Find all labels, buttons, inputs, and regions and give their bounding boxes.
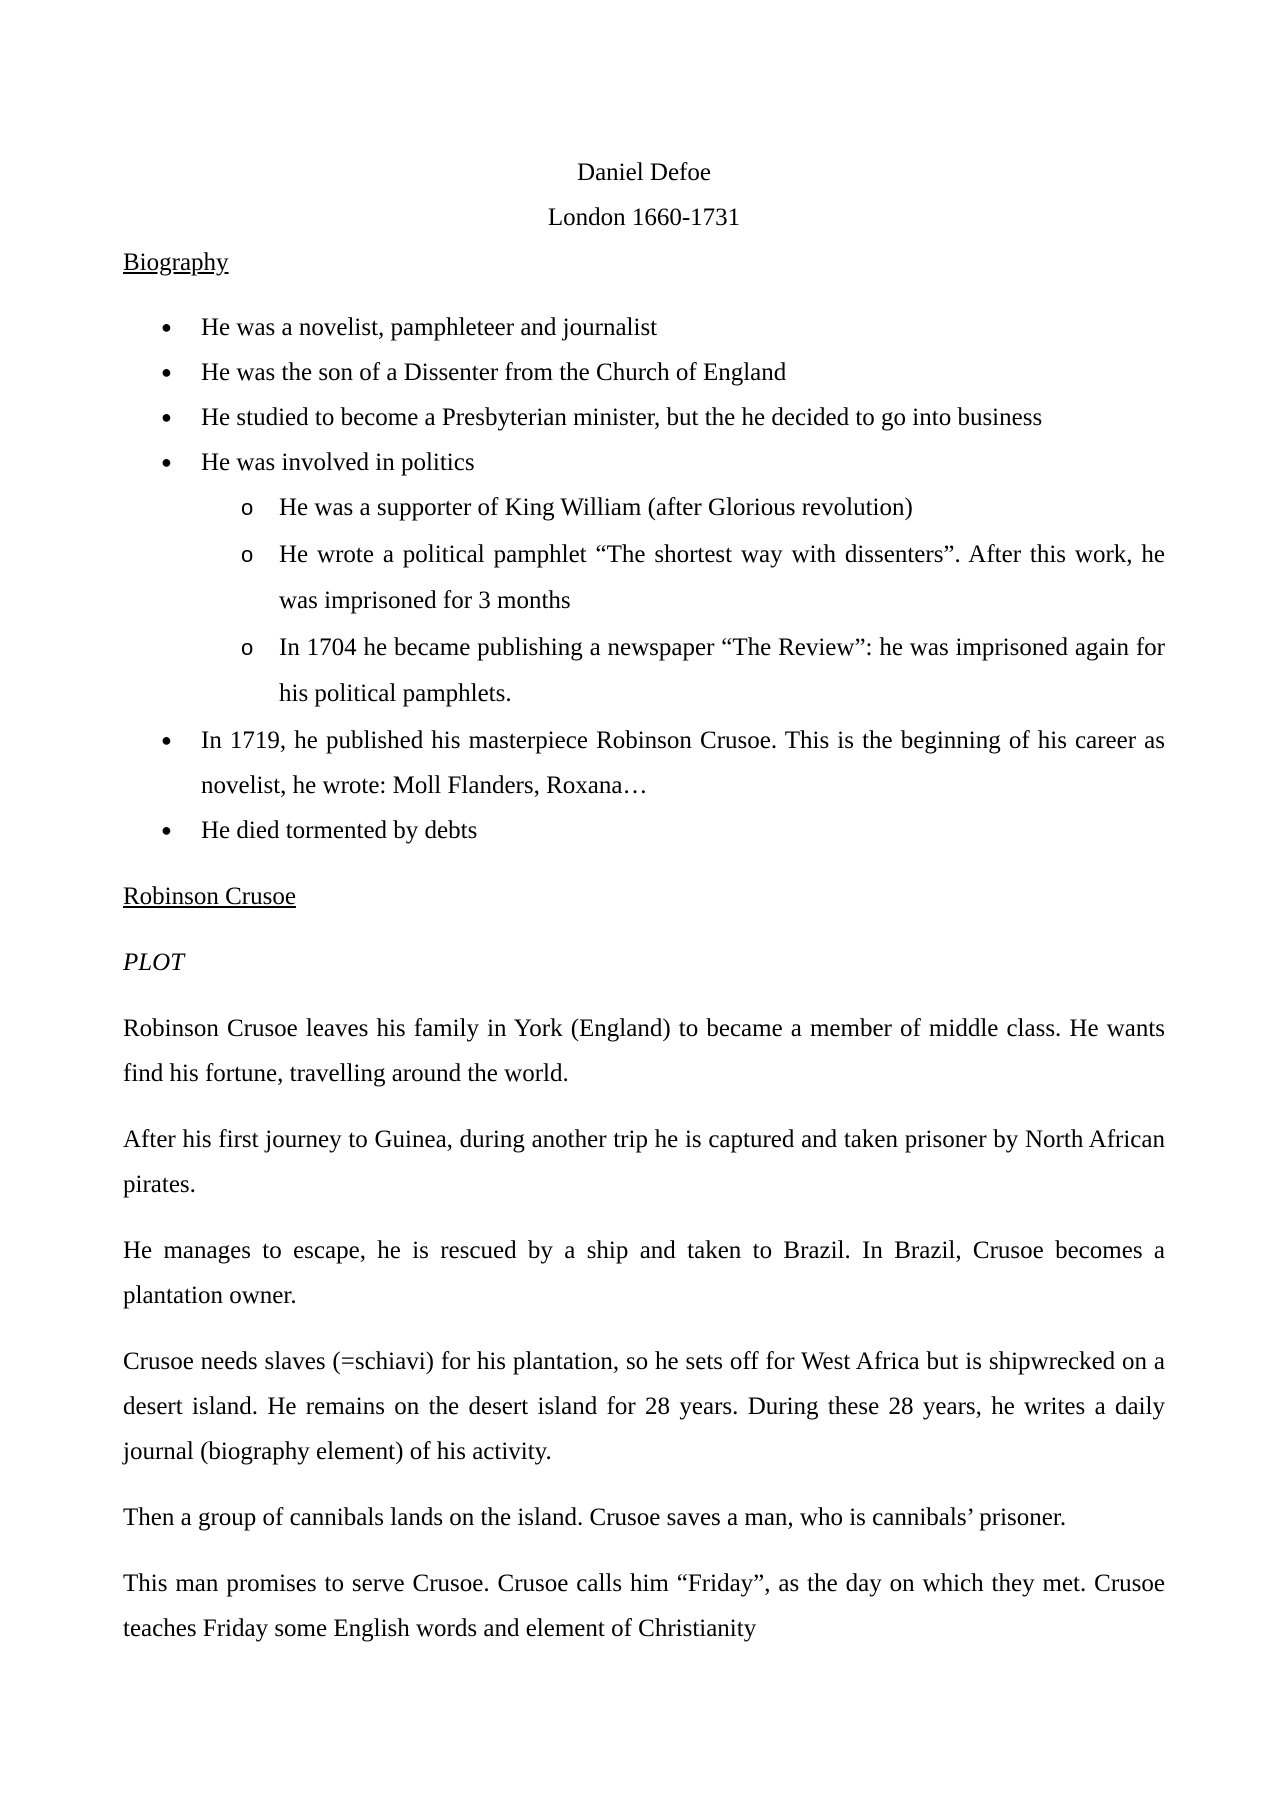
list-item bbox=[123, 395, 1165, 440]
circle-bullet-icon: o bbox=[241, 634, 254, 660]
bullet-icon: ● bbox=[161, 819, 172, 840]
list-item-text: He died tormented by debts bbox=[201, 816, 478, 844]
list-item bbox=[123, 350, 1165, 395]
plot-paragraph: Crusoe needs slaves (=schiavi) for his plantation, so he sets off for West Africa but is shipwrecked on a desert island. He remains on the desert island for 28 years. During these 28 years, he writes a daily journal (biography element) of his activity. bbox=[123, 1347, 1165, 1465]
document-subtitle: London 1660-1731 bbox=[547, 204, 741, 231]
list-item-text: In 1719, he published his masterpiece Robinson Crusoe. This is the beginning of his career as novelist, he wrote: Moll Flanders, Roxana… bbox=[201, 726, 1165, 799]
politics-sublist bbox=[201, 485, 1165, 718]
bullet-icon: ● bbox=[161, 407, 172, 427]
biography-heading: Biography bbox=[123, 249, 229, 276]
sub-list-item bbox=[123, 532, 1165, 625]
sub-list-item bbox=[123, 485, 1165, 532]
circle-bullet-icon: o bbox=[241, 495, 254, 520]
plot-label: PLOT bbox=[123, 948, 185, 976]
bullet-icon: ● bbox=[161, 317, 172, 337]
sub-list-item-text: He wrote a political pamphlet “The shortest way with dissenters”. After this work, he was imprisoned for 3 months bbox=[279, 540, 1165, 614]
document-page bbox=[123, 150, 1165, 1651]
list-item-text: He studied to become a Presbyterian minister, but the he decided to go into business bbox=[201, 404, 1043, 431]
list-item bbox=[123, 718, 1165, 808]
list-item bbox=[123, 440, 1165, 718]
list-item bbox=[123, 808, 1165, 853]
bullet-icon: ● bbox=[161, 729, 172, 750]
plot-paragraph: Robinson Crusoe leaves his family in York (England) to became a member of middle class. He wants find his fortune, travelling around the world. bbox=[123, 1014, 1165, 1087]
sub-list-item-text: He was a supporter of King William (after Glorious revolution) bbox=[279, 494, 913, 521]
list-item-text: He was involved in politics bbox=[201, 449, 475, 476]
sub-list-item bbox=[123, 625, 1165, 718]
plot-paragraph: This man promises to serve Crusoe. Crusoe calls him “Friday”, as the day on which they met. Crusoe teaches Friday some English words and element of Christianity bbox=[123, 1569, 1165, 1642]
plot-paragraph: Then a group of cannibals lands on the island. Crusoe saves a man, who is cannibals’ prisoner. bbox=[123, 1503, 1067, 1531]
document-title: Daniel Defoe bbox=[577, 159, 711, 186]
list-item-text: He was a novelist, pamphleteer and journalist bbox=[201, 314, 658, 341]
circle-bullet-icon: o bbox=[241, 541, 254, 567]
bullet-icon: ● bbox=[161, 362, 172, 382]
list-item-text: He was the son of a Dissenter from the Church of England bbox=[201, 359, 787, 386]
bullet-icon: ● bbox=[161, 452, 172, 472]
robinson-crusoe-heading: Robinson Crusoe bbox=[123, 882, 296, 910]
biography-list bbox=[123, 305, 1165, 853]
list-item bbox=[123, 305, 1165, 350]
plot-paragraph: After his first journey to Guinea, during another trip he is captured and taken prisoner by North African pirates. bbox=[123, 1125, 1165, 1198]
plot-paragraph: He manages to escape, he is rescued by a ship and taken to Brazil. In Brazil, Crusoe becomes a plantation owner. bbox=[123, 1236, 1165, 1309]
sub-list-item-text: In 1704 he became publishing a newspaper “The Review”: he was imprisoned again for his political pamphlets. bbox=[279, 633, 1165, 707]
